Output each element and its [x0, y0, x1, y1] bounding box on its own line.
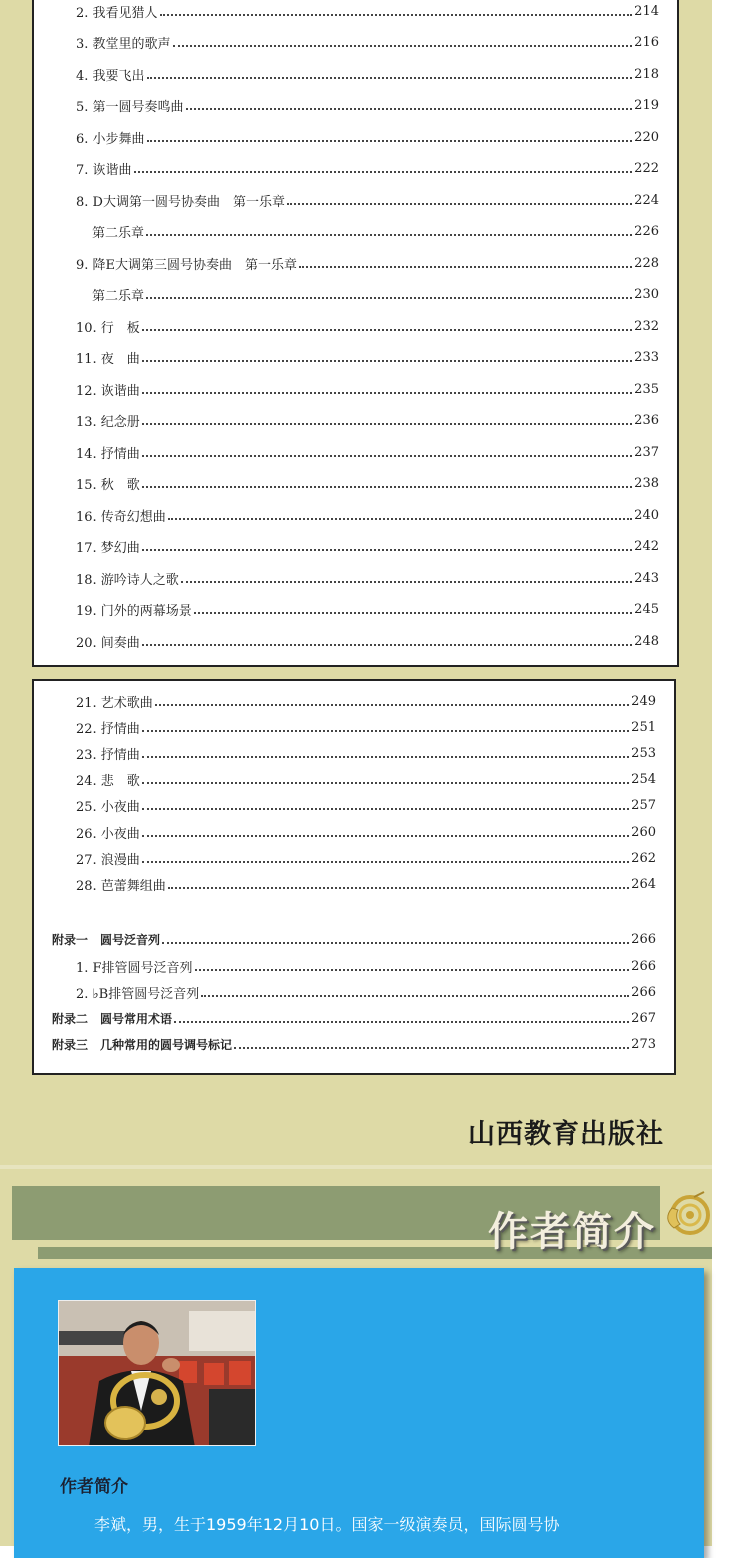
dot-leader [142, 643, 632, 646]
toc-entry-title: 20. 间奏曲 [76, 635, 140, 651]
toc-entry-title: 1. F排管圆号泛音列 [76, 960, 193, 976]
toc-entry [34, 536, 677, 558]
dot-leader [162, 941, 629, 944]
toc-entry [34, 928, 674, 950]
toc-page-number: 226 [634, 224, 659, 239]
toc-page-number: 242 [634, 539, 659, 554]
toc-entry-title: 附录一 圆号泛音列 [52, 932, 161, 947]
intro-text: 李斌，男，生于1959年12月10日。国家一级演奏员，国际圆号协 [94, 1515, 560, 1534]
dot-leader [186, 107, 633, 110]
toc-entry [34, 1033, 674, 1055]
toc-entry [34, 0, 677, 22]
toc-entry [34, 599, 677, 621]
toc-page-number: 235 [634, 381, 659, 397]
dot-leader [142, 328, 632, 331]
toc-entry-title: 2. 我看见猎人 [76, 5, 158, 21]
dot-leader [146, 296, 632, 299]
dot-leader [181, 580, 632, 583]
toc-entry [34, 473, 677, 495]
toc-page-number: 228 [634, 255, 659, 271]
dot-leader [195, 968, 630, 971]
toc-entry-title: 26. 小夜曲 [76, 826, 140, 842]
toc-entry [34, 189, 677, 211]
toc-entry [34, 284, 677, 306]
toc-entry [34, 315, 677, 337]
toc-page-number: 262 [631, 850, 656, 866]
toc-entry [34, 716, 674, 738]
toc-entry [34, 252, 677, 274]
toc-page-number: 238 [634, 476, 659, 491]
toc-entry-title: 11. 夜 曲 [76, 352, 140, 367]
toc-page-number: 254 [631, 772, 656, 788]
toc-entry [34, 441, 677, 463]
dot-leader [168, 886, 629, 889]
toc-entry-title: 22. 抒情曲 [76, 721, 140, 737]
section-divider [0, 1165, 712, 1169]
toc-page-number: 248 [634, 633, 659, 649]
dot-leader [142, 548, 632, 551]
toc-entry [34, 567, 677, 589]
toc-page-number: 260 [631, 824, 656, 840]
toc-entry [34, 630, 677, 652]
toc-page-number: 253 [631, 745, 656, 761]
dot-leader [155, 703, 629, 706]
toc-page-number: 245 [634, 602, 659, 617]
toc-entry [34, 821, 674, 843]
dot-leader [142, 755, 629, 758]
toc-panel-2 [32, 679, 676, 1075]
dot-leader [147, 76, 633, 79]
intro-heading: 作者简介 [60, 1477, 128, 1497]
dot-leader [142, 729, 629, 732]
toc-page-number: 216 [634, 35, 659, 50]
toc-entry [34, 742, 674, 764]
dot-leader [194, 611, 632, 614]
toc-page-number: 214 [634, 3, 659, 19]
toc-page-number: 266 [631, 984, 656, 1000]
dot-leader [287, 202, 632, 205]
toc-page-number: 218 [634, 66, 659, 82]
toc-page-number: 273 [631, 1036, 656, 1052]
toc-page-number: 249 [631, 693, 656, 709]
dot-leader [142, 834, 629, 837]
toc-entry [34, 410, 677, 432]
toc-entry [34, 690, 674, 712]
toc-entry-title: 6. 小步舞曲 [76, 131, 145, 147]
publisher-name: 山西教育出版社 [468, 1119, 664, 1150]
toc-entry [34, 769, 674, 791]
toc-page-number: 266 [631, 931, 656, 947]
dot-leader [160, 13, 633, 16]
toc-page-number: 264 [631, 876, 656, 892]
toc-entry-title: 19. 门外的两幕场景 [76, 604, 192, 619]
toc-entry-title: 8. D大调第一圆号协奏曲 第一乐章 [76, 194, 285, 210]
toc-entry-title: 23. 抒情曲 [76, 747, 140, 763]
toc-page-number: 251 [631, 719, 656, 735]
toc-page-number: 243 [634, 570, 659, 586]
toc-entry [34, 981, 674, 1003]
toc-entry [34, 158, 677, 180]
toc-entry-title: 24. 悲 歌 [76, 774, 140, 790]
dot-leader [173, 44, 633, 47]
dot-leader [142, 807, 629, 810]
dot-leader [142, 359, 632, 362]
toc-entry-title: 21. 艺术歌曲 [76, 695, 153, 711]
toc-entry-title: 附录二 圆号常用术语 [52, 1011, 173, 1026]
dot-leader [201, 994, 629, 997]
toc-page-number: 222 [634, 161, 659, 176]
toc-entry-title: 12. 诙谐曲 [76, 383, 140, 399]
dot-leader [142, 860, 629, 863]
toc-entry-title: 25. 小夜曲 [76, 800, 140, 816]
toc-entry-title: 15. 秋 歌 [76, 478, 140, 493]
toc-page-number: 224 [634, 192, 659, 208]
author-photo [58, 1300, 256, 1446]
toc-entry-title: 7. 诙谐曲 [76, 163, 132, 178]
dot-leader [174, 1020, 629, 1023]
toc-page-number: 237 [634, 444, 659, 460]
toc-entry [34, 1007, 674, 1029]
toc-entry [34, 955, 674, 977]
toc-entry-title: 27. 浪漫曲 [76, 852, 140, 868]
right-margin [712, 0, 750, 1546]
dot-leader [142, 391, 632, 394]
toc-entry [34, 221, 677, 243]
toc-entry-title: 4. 我要飞出 [76, 68, 145, 84]
dot-leader [234, 1046, 629, 1049]
toc-page-number: 240 [634, 507, 659, 523]
toc-page-number: 266 [631, 958, 656, 974]
toc-entry-title: 10. 行 板 [76, 320, 140, 336]
toc-entry [34, 795, 674, 817]
toc-page-number: 230 [634, 287, 659, 302]
toc-entry [34, 347, 677, 369]
dot-leader [168, 517, 632, 520]
dot-leader [142, 781, 629, 784]
toc-page-number: 219 [634, 98, 659, 113]
toc-panel-1 [32, 0, 679, 667]
banner-title: 作者简介 [488, 1209, 656, 1255]
toc-entry-title: 28. 芭蕾舞组曲 [76, 878, 166, 894]
toc-entry-title: 附录三 几种常用的圆号调号标记 [52, 1037, 233, 1052]
toc-entry-title: 3. 教堂里的歌声 [76, 37, 171, 52]
toc-entry-title: 2. ♭B排管圆号泛音列 [76, 986, 200, 1002]
toc-entry [34, 95, 677, 117]
dot-leader [299, 265, 632, 268]
toc-entry [34, 126, 677, 148]
dot-leader [142, 485, 632, 488]
french-horn-icon [664, 1188, 712, 1242]
toc-entry-title: 9. 降E大调第三圆号协奏曲 第一乐章 [76, 257, 298, 273]
toc-entry-title: 第二乐章 [92, 226, 145, 241]
dot-leader [146, 233, 632, 236]
dot-leader [142, 422, 632, 425]
toc-page-number: 233 [634, 350, 659, 365]
dot-leader [142, 454, 632, 457]
toc-entry-title: 13. 纪念册 [76, 415, 140, 430]
toc-page-number: 267 [631, 1010, 656, 1026]
toc-entry [34, 847, 674, 869]
toc-entry [34, 378, 677, 400]
toc-entry-title: 14. 抒情曲 [76, 446, 140, 462]
toc-page-number: 232 [634, 318, 659, 334]
toc-entry [34, 504, 677, 526]
toc-page-number: 257 [631, 798, 656, 814]
toc-entry [34, 32, 677, 54]
dot-leader [134, 170, 633, 173]
toc-page-number: 220 [634, 129, 659, 145]
toc-page-number: 236 [634, 413, 659, 428]
toc-entry [34, 63, 677, 85]
toc-entry-title: 第二乐章 [92, 289, 145, 304]
dot-leader [147, 139, 633, 142]
toc-entry-title: 5. 第一圆号奏鸣曲 [76, 100, 184, 115]
toc-entry-title: 18. 游吟诗人之歌 [76, 572, 179, 588]
toc-entry [34, 873, 674, 895]
toc-entry-title: 16. 传奇幻想曲 [76, 509, 166, 525]
toc-entry-title: 17. 梦幻曲 [76, 541, 140, 556]
